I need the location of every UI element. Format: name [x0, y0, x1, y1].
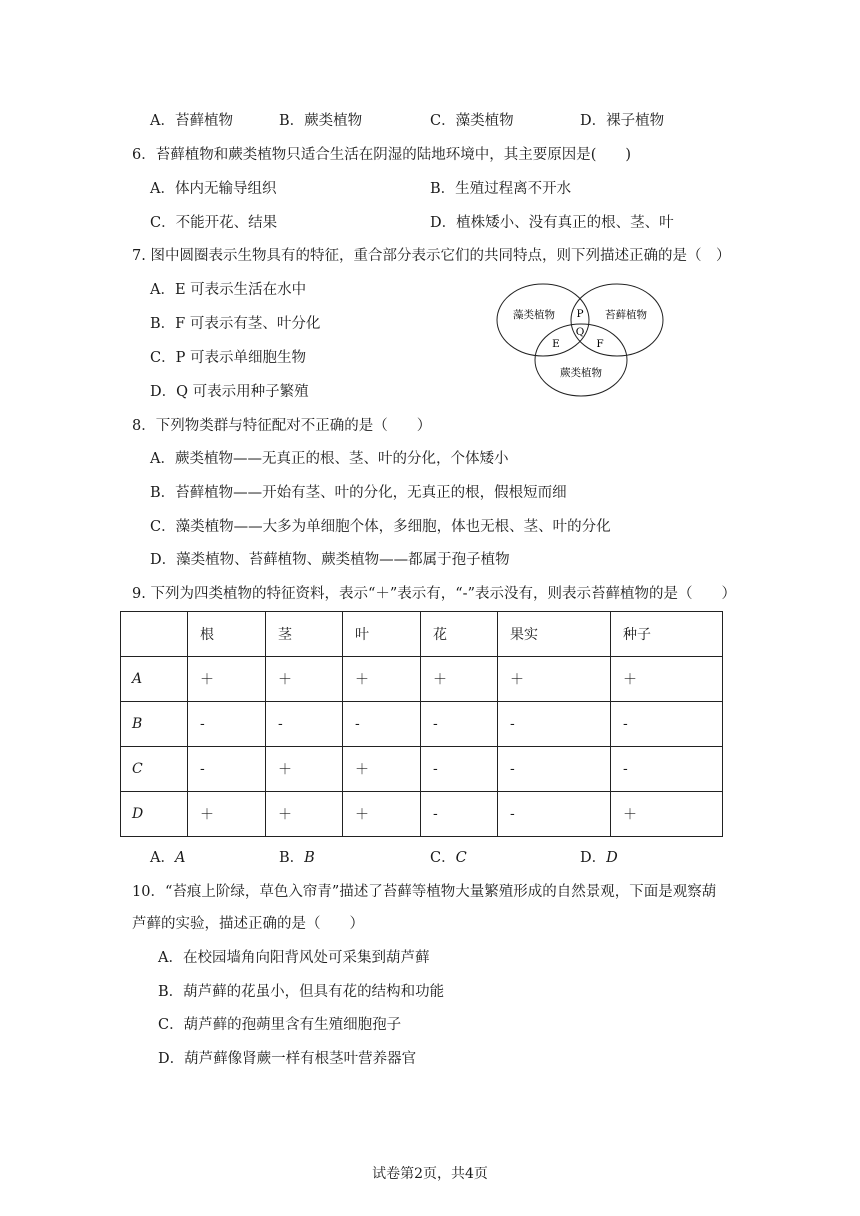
table-cell: -	[188, 747, 266, 792]
table-cell: ＋	[611, 657, 723, 702]
q9-option-b	[279, 848, 315, 868]
q10-option-d: D．葫芦藓像肾蕨一样有根茎叶营养器官	[158, 1051, 417, 1067]
q5-option-d: D．裸子植物	[580, 113, 665, 129]
table-cell: -	[421, 702, 498, 747]
q9-option-d-letter: D	[606, 850, 618, 866]
q8-option-a: A．蕨类植物——无真正的根、茎、叶的分化，个体矮小	[150, 451, 509, 467]
q7-option-b: B．F 可表示有茎、叶分化	[150, 316, 321, 332]
table-cell: -	[421, 747, 498, 792]
venn-label-algae: 藻类植物	[513, 309, 555, 321]
q9-option-c-prefix: C．	[430, 850, 456, 866]
feature-table	[120, 611, 723, 837]
table-cell: ＋	[266, 657, 343, 702]
q6-option-d: D．植株矮小、没有真正的根、茎、叶	[430, 215, 674, 231]
table-header-cell: 叶	[343, 612, 421, 657]
venn-region-q: Q	[575, 326, 585, 338]
table-cell: -	[611, 702, 723, 747]
table-cell: ＋	[266, 747, 343, 792]
q6-option-c: C．不能开花、结果	[150, 215, 278, 231]
venn-label-moss: 苔藓植物	[605, 309, 647, 321]
q9-option-d	[580, 848, 618, 868]
table-header-cell: 茎	[266, 612, 343, 657]
q8-option-c: C．藻类植物——大多为单细胞个体，多细胞，体也无根、茎、叶的分化	[150, 519, 611, 535]
table-cell: -	[498, 792, 611, 837]
table-row	[121, 657, 723, 702]
q7-option-a: A．E 可表示生活在水中	[150, 282, 307, 298]
table-row	[121, 747, 723, 792]
table-cell: -	[498, 702, 611, 747]
table-row	[121, 702, 723, 747]
q5-option-c: C．藻类植物	[430, 113, 514, 129]
table-header-cell: 果实	[498, 612, 611, 657]
q9-option-a-letter: A	[174, 850, 186, 866]
venn-diagram	[494, 280, 690, 400]
table-cell: ＋	[343, 792, 421, 837]
table-row-label: A	[121, 657, 188, 702]
q9-option-a-prefix: A．	[150, 850, 175, 866]
table-cell: ＋	[266, 792, 343, 837]
q8-stem: 8．下列物类群与特征配对不正确的是（ ）	[132, 418, 432, 434]
venn-region-e: E	[552, 338, 560, 350]
table-cell: ＋	[498, 657, 611, 702]
table-cell: ＋	[188, 792, 266, 837]
table-row-label: D	[121, 792, 188, 837]
q5-option-b: B．蕨类植物	[279, 113, 363, 129]
page-footer: 试卷第2页，共4页	[372, 1166, 488, 1182]
venn-region-f: F	[596, 338, 604, 350]
q6-option-a: A．体内无输导组织	[150, 181, 277, 197]
table-cell: ＋	[611, 792, 723, 837]
table-row	[121, 792, 723, 837]
table-cell: -	[266, 702, 343, 747]
table-row-label: B	[121, 702, 188, 747]
table-cell: ＋	[343, 747, 421, 792]
table-header-cell: 种子	[611, 612, 723, 657]
table-cell: -	[343, 702, 421, 747]
venn-region-p: P	[576, 308, 584, 320]
table-header-cell: 花	[421, 612, 498, 657]
table-cell: ＋	[188, 657, 266, 702]
q8-option-d: D．藻类植物、苔藓植物、蕨类植物——都属于孢子植物	[150, 552, 510, 568]
venn-label-fern: 蕨类植物	[560, 367, 602, 379]
q10-option-c: C．葫芦藓的孢蒴里含有生殖细胞孢子	[158, 1017, 402, 1033]
q7-option-c: C．P 可表示单细胞生物	[150, 350, 306, 366]
q9-option-d-prefix: D．	[580, 850, 607, 866]
q7-stem: 7. 图中圆圈表示生物具有的特征，重合部分表示它们的共同特点，则下列描述正确的是（ ）	[132, 248, 731, 264]
table-header-cell: 根	[188, 612, 266, 657]
q8-option-b: B．苔藓植物——开始有茎、叶的分化，无真正的根，假根短而细	[150, 485, 567, 501]
table-row-label: C	[121, 747, 188, 792]
q10-option-b: B．葫芦藓的花虽小，但具有花的结构和功能	[158, 984, 445, 1000]
q7-option-d: D．Q 可表示用种子繁殖	[150, 384, 309, 400]
table-cell: -	[611, 747, 723, 792]
q9-stem: 9. 下列为四类植物的特征资料，表示“＋”表示有，“-”表示没有，则表示苔藓植物的是（ ）	[132, 586, 736, 602]
table-cell: ＋	[343, 657, 421, 702]
q6-stem: 6．苔藓植物和蕨类植物只适合生活在阴湿的陆地环境中，其主要原因是( )	[132, 147, 632, 163]
q9-option-a	[150, 848, 185, 868]
table-cell: -	[188, 702, 266, 747]
table-cell: -	[421, 792, 498, 837]
q9-option-b-letter: B	[304, 850, 315, 866]
table-cell: ＋	[421, 657, 498, 702]
q6-option-b: B．生殖过程离不开水	[430, 181, 572, 197]
table-header-cell	[121, 612, 188, 657]
q10-stem-line1: 10．“苔痕上阶绿，草色入帘青”描述了苔藓等植物大量繁殖形成的自然景观，下面是观察葫	[132, 884, 717, 900]
q10-option-a: A．在校园墙角向阳背风处可采集到葫芦藓	[158, 950, 430, 966]
q5-option-a: A．苔藓植物	[150, 113, 233, 129]
table-header-row	[121, 612, 723, 657]
q9-option-c-letter: C	[455, 850, 467, 866]
q10-stem-line2: 芦藓的实验，描述正确的是（ ）	[132, 916, 364, 932]
q9-option-b-prefix: B．	[279, 850, 305, 866]
table-cell: -	[498, 747, 611, 792]
q9-option-c	[430, 848, 467, 868]
